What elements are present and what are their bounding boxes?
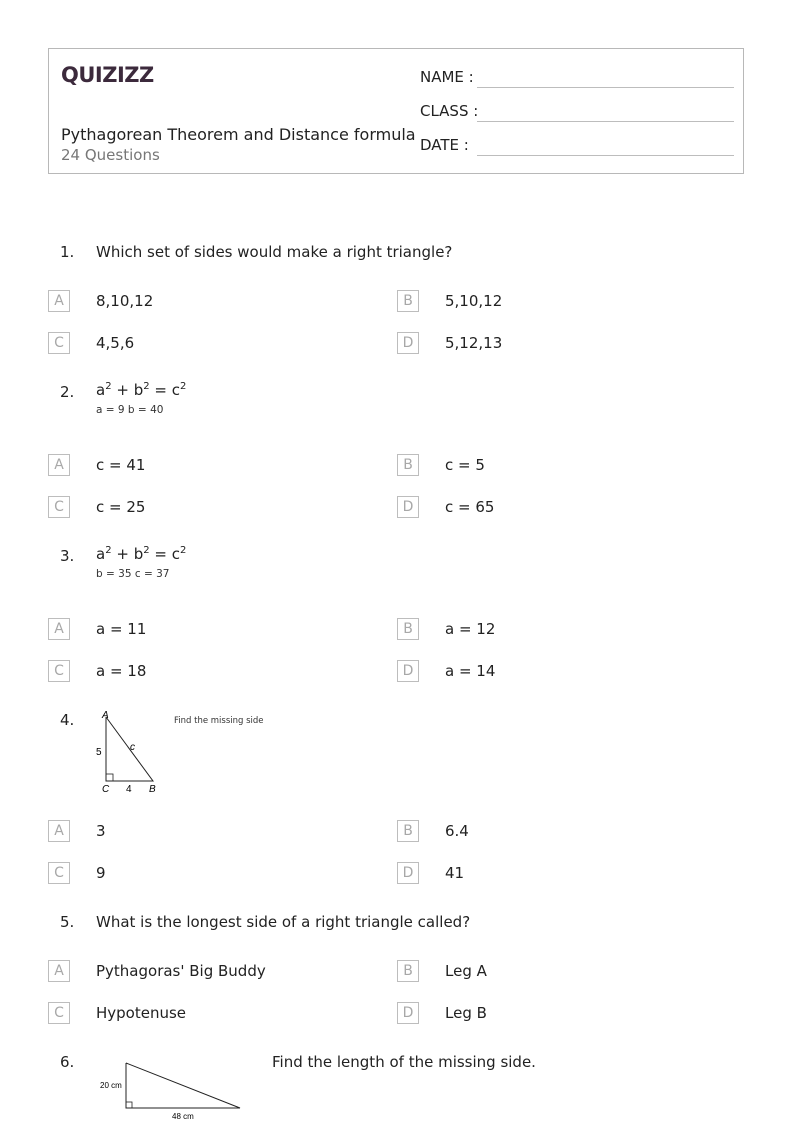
option-letter-a[interactable]: A (48, 618, 70, 640)
question-text: Find the length of the missing side. (272, 1053, 536, 1071)
question-number: 4. (60, 711, 75, 729)
option-text: Leg B (445, 1004, 487, 1022)
option-text: 5,12,13 (445, 334, 503, 352)
option-letter-a[interactable]: A (48, 820, 70, 842)
image-instruction: Find the missing side (174, 716, 264, 726)
option-letter-a[interactable]: A (48, 454, 70, 476)
option-letter-d[interactable]: D (397, 660, 419, 682)
quizizz-logo (61, 61, 157, 87)
date-field[interactable] (420, 134, 734, 158)
question-number: 3. (60, 547, 75, 565)
given-values: a = 9 b = 40 (96, 404, 164, 416)
vertex-a-label: A (102, 710, 109, 721)
option-letter-a[interactable]: A (48, 290, 70, 312)
option-text: 41 (445, 864, 465, 882)
option-letter-b[interactable]: B (397, 820, 419, 842)
question-text: Which set of sides would make a right triangle? (96, 243, 453, 261)
option-text: a = 18 (96, 662, 147, 680)
side-ab-label: c (130, 742, 135, 753)
option-letter-c[interactable]: C (48, 660, 70, 682)
svg-text:QUIZIZZ: QUIZIZZ (61, 63, 154, 87)
option-letter-d[interactable]: D (397, 332, 419, 354)
right-angle-marker (106, 774, 113, 781)
option-text: 8,10,12 (96, 292, 154, 310)
side-ac-label: 5 (96, 747, 102, 758)
option-letter-d[interactable]: D (397, 862, 419, 884)
option-text: a = 12 (445, 620, 496, 638)
option-text: Pythagoras' Big Buddy (96, 962, 266, 980)
option-text: 6.4 (445, 822, 469, 840)
option-text: a = 14 (445, 662, 496, 680)
name-label: NAME : (420, 68, 474, 86)
question-number: 6. (60, 1053, 75, 1071)
option-letter-b[interactable]: B (397, 290, 419, 312)
vertex-b-label: B (149, 784, 156, 795)
name-line[interactable] (477, 87, 734, 88)
given-values: b = 35 c = 37 (96, 568, 170, 580)
option-text: 3 (96, 822, 106, 840)
option-text: Leg A (445, 962, 487, 980)
question-text: What is the longest side of a right triangle called? (96, 913, 471, 931)
base-label: 48 cm (172, 1112, 194, 1121)
option-letter-c[interactable]: C (48, 496, 70, 518)
option-text: c = 65 (445, 498, 495, 516)
class-label: CLASS : (420, 102, 479, 120)
option-letter-c[interactable]: C (48, 862, 70, 884)
vertex-c-label: C (102, 784, 110, 795)
option-letter-d[interactable]: D (397, 1002, 419, 1024)
question-number: 2. (60, 383, 75, 401)
option-text: c = 41 (96, 456, 146, 474)
pythagorean-formula: $a^2 + b^2 = c^2$ (96, 545, 187, 563)
option-text: c = 25 (96, 498, 146, 516)
option-text: 9 (96, 864, 106, 882)
question-count: 24 Questions (61, 146, 160, 164)
triangle-outline (126, 1063, 240, 1108)
option-text: a = 11 (96, 620, 147, 638)
option-letter-d[interactable]: D (397, 496, 419, 518)
option-text: 5,10,12 (445, 292, 503, 310)
option-letter-b[interactable]: B (397, 618, 419, 640)
class-field[interactable] (420, 100, 734, 124)
height-label: 20 cm (100, 1081, 122, 1090)
right-triangle-diagram (96, 1054, 246, 1122)
worksheet-header (48, 48, 744, 174)
worksheet-title: Pythagorean Theorem and Distance formula (61, 125, 416, 144)
question-number: 1. (60, 243, 75, 261)
option-letter-a[interactable]: A (48, 960, 70, 982)
right-angle-marker (126, 1102, 132, 1108)
date-label: DATE : (420, 136, 469, 154)
option-letter-b[interactable]: B (397, 960, 419, 982)
option-text: c = 5 (445, 456, 485, 474)
class-line[interactable] (477, 121, 734, 122)
right-triangle-diagram (94, 707, 166, 799)
name-field[interactable] (420, 66, 734, 90)
option-letter-c[interactable]: C (48, 1002, 70, 1024)
option-letter-c[interactable]: C (48, 332, 70, 354)
date-line[interactable] (477, 155, 734, 156)
question-number: 5. (60, 913, 75, 931)
side-cb-label: 4 (126, 784, 132, 795)
option-letter-b[interactable]: B (397, 454, 419, 476)
option-text: Hypotenuse (96, 1004, 187, 1022)
pythagorean-formula: $a^2 + b^2 = c^2$ (96, 381, 187, 399)
option-text: 4,5,6 (96, 334, 135, 352)
